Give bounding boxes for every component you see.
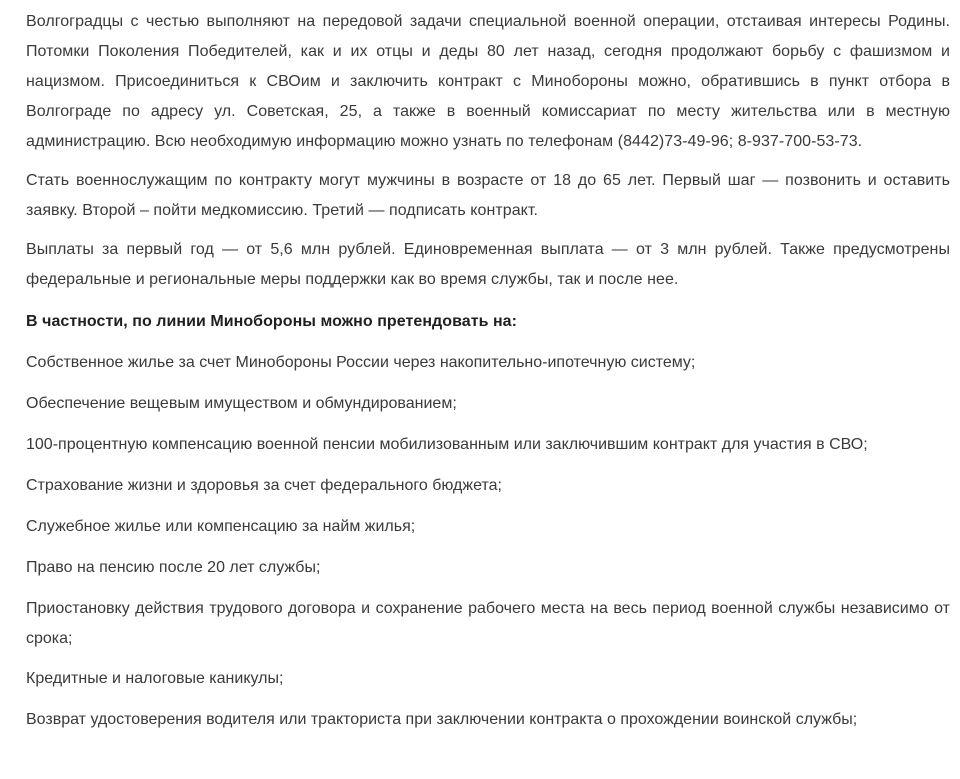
- intro-paragraph: Волгоградцы с честью выполняют на передовой задачи специальной военной операции, отстаивая интересы Родины. Потомки Поколения Победителей, как и их отцы и деды 80 лет назад, сегодня продолжают борьбу с фашизмом и нацизмом. Присоединиться к СВОим и заключить контракт с Минобороны можно, обратившись в пункт отбора в Волгограде по адресу ул. Советская, 25, а также в военный комиссариат по месту жительства или в местную администрацию. Всю необходимую информацию можно узнать по телефонам (8442)73-49-96; 8-937-700-53-73.: [26, 13, 950, 150]
- benefit-item: Страхование жизни и здоровья за счет федерального бюджета;: [26, 477, 502, 494]
- benefit-item: Возврат удостоверения водителя или тракториста при заключении контракта о прохождении воинской службы;: [26, 711, 858, 728]
- benefit-item: Обеспечение вещевым имуществом и обмундированием;: [26, 395, 457, 412]
- benefits-lead-heading: В частности, по линии Минобороны можно претендовать на:: [26, 313, 517, 330]
- benefit-item: Право на пенсию после 20 лет службы;: [26, 559, 321, 576]
- article-body: [26, 0, 950, 735]
- benefit-item: Собственное жилье за счет Минобороны России через накопительно-ипотечную систему;: [26, 354, 696, 371]
- requirements-paragraph: Стать военнослужащим по контракту могут мужчины в возрасте от 18 до 65 лет. Первый шаг — позвонить и оставить заявку. Второй – пойти медкомиссию. Третий — подписать контракт.: [26, 172, 950, 219]
- benefits-list: [26, 348, 950, 735]
- benefit-item: Приостановку действия трудового договора и сохранение рабочего места на весь период военной службы независимо от срока;: [26, 600, 950, 647]
- benefit-item: 100-процентную компенсацию военной пенсии мобилизованным или заключившим контракт для участия в СВО;: [26, 436, 868, 453]
- benefit-item: Кредитные и налоговые каникулы;: [26, 670, 284, 687]
- payments-paragraph: Выплаты за первый год — от 5,6 млн рублей. Единовременная выплата — от 3 млн рублей. Также предусмотрены федеральные и региональные меры поддержки как во время службы, так и после нее.: [26, 241, 950, 288]
- benefit-item: Служебное жилье или компенсацию за найм жилья;: [26, 518, 416, 535]
